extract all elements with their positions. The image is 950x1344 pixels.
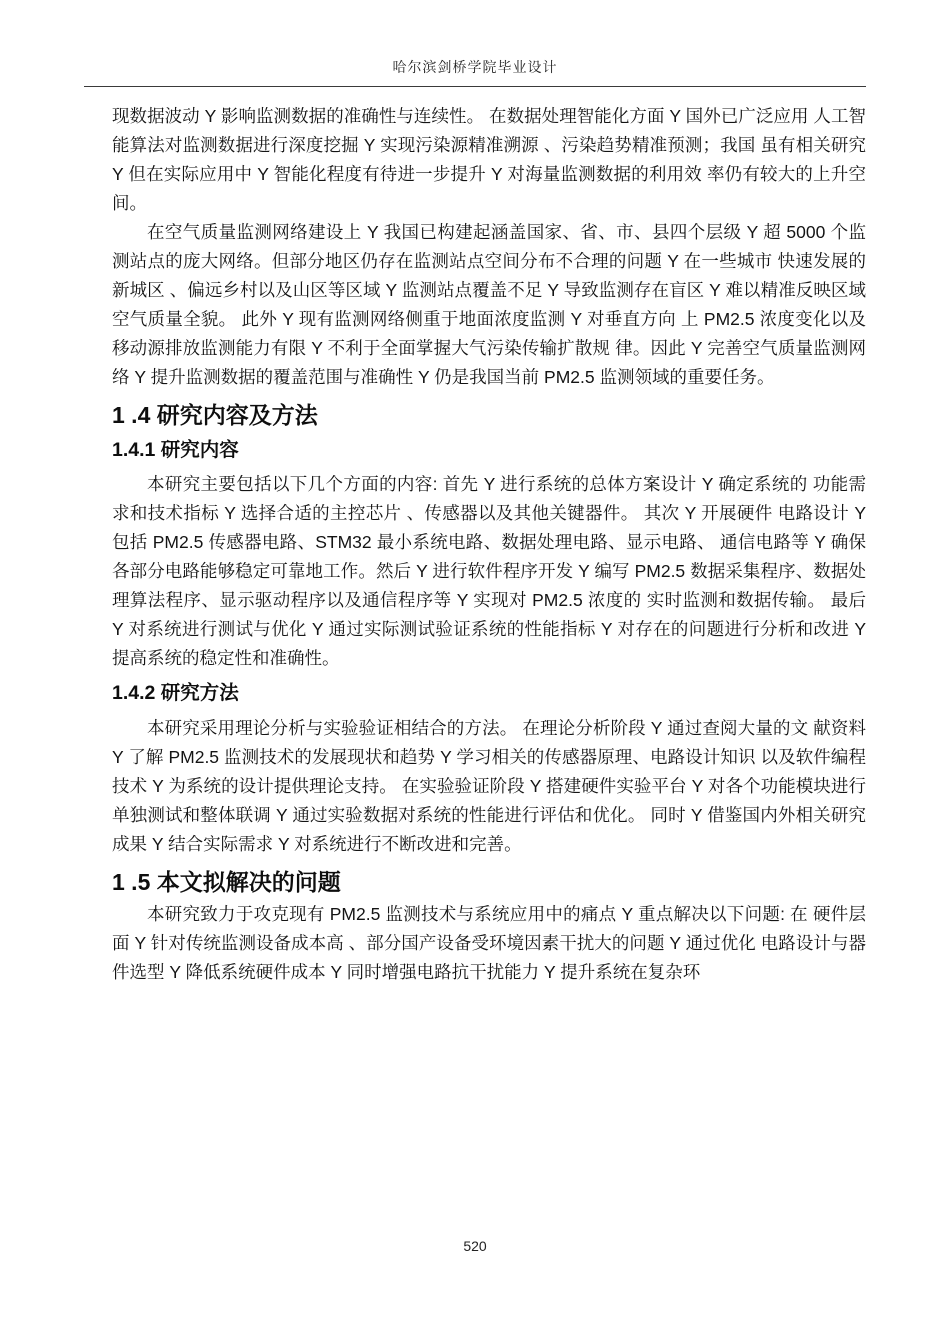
section-heading-1-5: 1 .5 本文拟解决的问题 bbox=[112, 868, 341, 895]
paragraph-continuation: 现数据波动 Y 影响监测数据的准确性与连续性。 在数据处理智能化方面 Y 国外已广泛应用 人工智能算法对监测数据进行深度挖掘 Y 实现污染源精准溯源 、污染趋势精准预测；我国 虽有相关研究 Y 但在实际应用中 Y 智能化程度有待进一步提升 Y 对海量监测数据的利用效 率仍有较大的上升空间。 bbox=[112, 106, 866, 213]
document-body bbox=[112, 102, 866, 987]
header-rule bbox=[84, 86, 866, 87]
paragraph-monitoring-network: 在空气质量监测网络建设上 Y 我国已构建起涵盖国家、省、市、县四个层级 Y 超 5000 个监测站点的庞大网络。但部分地区仍存在监测站点空间分布不合理的问题 Y 在一些城市 快速发展的新城区 、偏远乡村以及山区等区域 Y 监测站点覆盖不足 Y 导致监测存在盲区 Y 难以精准反映区域空气质量全貌。 此外 Y 现有监测网络侧重于地面浓度监测 Y 对垂直方向 上 PM2.5 浓度变化以及移动源排放监测能力有限 Y 不利于全面掌握大气污染传输扩散规 律。因此 Y 完善空气质量监测网络 Y 提升监测数据的覆盖范围与准确性 Y 仍是我国当前 PM2.5 监测领域的重要任务。 bbox=[112, 222, 866, 387]
paragraph-research-method: 本研究采用理论分析与实验验证相结合的方法。 在理论分析阶段 Y 通过查阅大量的文 献资料 Y 了解 PM2.5 监测技术的发展现状和趋势 Y 学习相关的传感器原理、电路设计知识 以及软件编程技术 Y 为系统的设计提供理论支持。 在实验验证阶段 Y 搭建硬件实验平台 Y 对各个功能模块进行单独测试和整体联调 Y 通过实验数据对系统的性能进行评估和优化。 同时 Y 借鉴国内外相关研究成果 Y 结合实际需求 Y 对系统进行不断改进和完善。 bbox=[112, 717, 866, 854]
page-number: 520 bbox=[463, 1238, 487, 1254]
header-title: 哈尔滨剑桥学院毕业设计 bbox=[392, 59, 558, 75]
subsection-heading-1-4-1: 1.4.1 研究内容 bbox=[112, 438, 239, 461]
page-header bbox=[0, 0, 950, 87]
section-heading-1-4: 1 .4 研究内容及方法 bbox=[112, 402, 318, 428]
paragraph-problems-to-solve: 本研究致力于攻克现有 PM2.5 监测技术与系统应用中的痛点 Y 重点解决以下问题: 在 硬件层面 Y 针对传统监测设备成本高 、部分国产设备受环境因素干扰大的问题 Y 通过优化 电路设计与器件选型 Y 降低系统硬件成本 Y 同时增强电路抗干扰能力 Y 提升系统在复杂环 bbox=[112, 904, 866, 983]
paragraph-research-content: 本研究主要包括以下几个方面的内容: 首先 Y 进行系统的总体方案设计 Y 确定系统的 功能需求和技术指标 Y 选择合适的主控芯片 、传感器以及其他关键器件。 其次 Y 开展硬件 电路设计 Y 包括 PM2.5 传感器电路、STM32 最小系统电路、数据处理电路、显示电路、 通信电路等 Y 确保各部分电路能够稳定可靠地工作。然后 Y 进行软件程序开发 Y 编写 PM2.5 数据采集程序、数据处理算法程序、显示驱动程序以及通信程序等 Y 实现对 PM2.5 浓度的 实时监测和数据传输。 最后 Y 对系统进行测试与优化 Y 通过实际测试验证系统的性能指标 Y 对存在的问题进行分析和改进 Y 提高系统的稳定性和准确性。 bbox=[112, 474, 866, 669]
subsection-heading-1-4-2: 1.4.2 研究方法 bbox=[112, 682, 239, 705]
